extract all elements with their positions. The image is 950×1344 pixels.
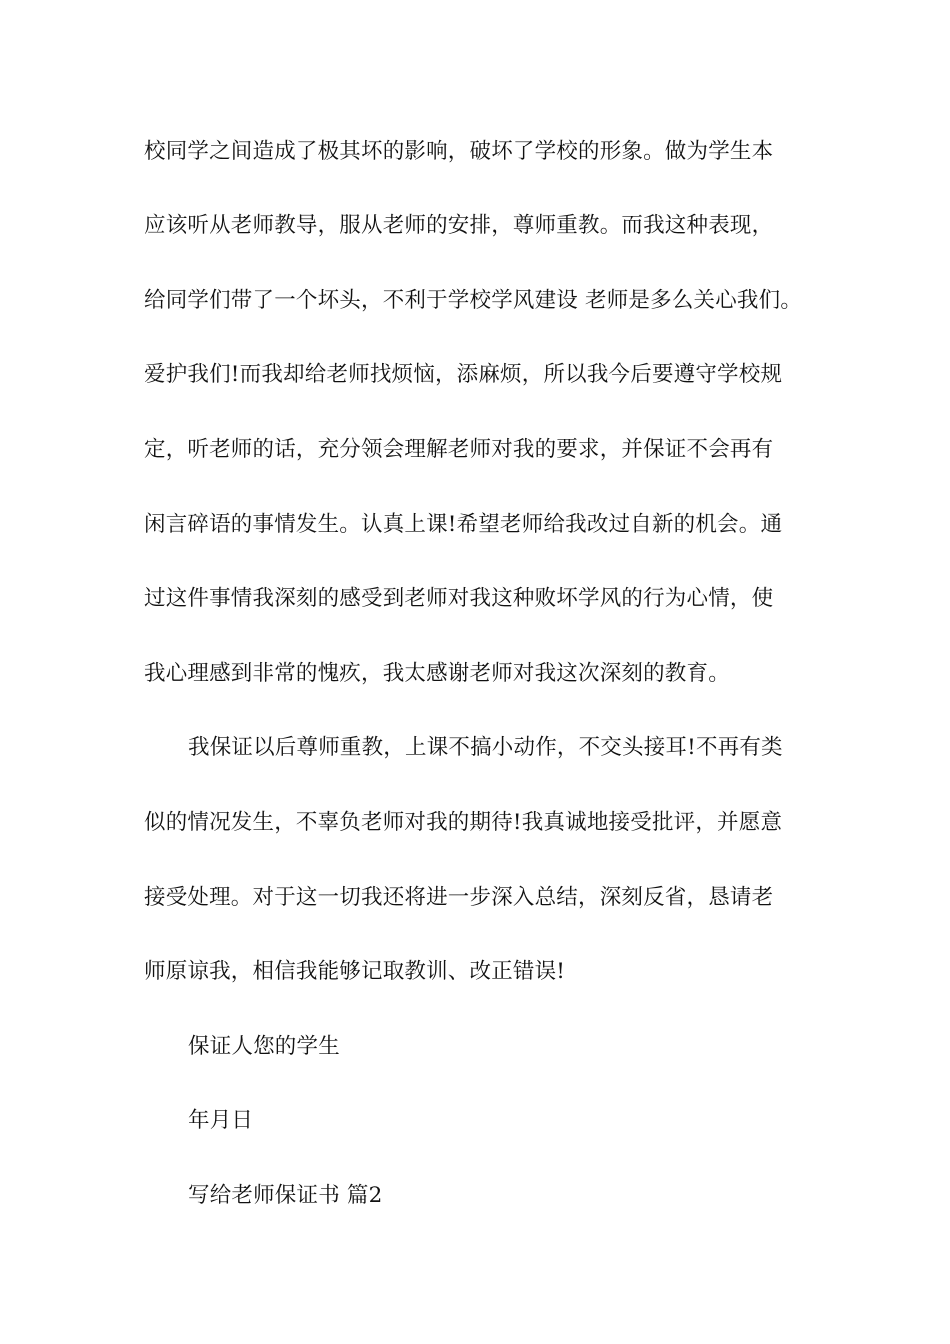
paragraph-line: 定，听老师的话，充分领会理解老师对我的要求，并保证不会再有 (144, 437, 774, 462)
paragraph-line: 接受处理。对于这一切我还将进一步深入总结，深刻反省，恳请老 (144, 885, 774, 910)
paragraph-line: 闲言碎语的事情发生。认真上课!希望老师给我改过自新的机会。通 (144, 512, 783, 537)
paragraph-line: 似的情况发生，不辜负老师对我的期待!我真诚地接受批评，并愿意 (144, 810, 783, 835)
section-heading: 写给老师保证书 篇2 (188, 1183, 383, 1208)
paragraph-line: 师原谅我，相信我能够记取教训、改正错误! (144, 959, 566, 984)
paragraph-line: 过这件事情我深刻的感受到老师对我这种败坏学风的行为心情，使 (144, 586, 774, 611)
paragraph-line: 爱护我们!而我却给老师找烦恼，添麻烦，所以我今后要遵守学校规 (144, 362, 783, 387)
paragraph-line: 我保证以后尊师重教，上课不搞小动作，不交头接耳!不再有类 (188, 735, 783, 760)
date-line: 年月日 (188, 1108, 254, 1133)
paragraph-line: 校同学之间造成了极其坏的影响，破坏了学校的形象。做为学生本 (144, 139, 774, 164)
paragraph-line: 给同学们带了一个坏头，不利于学校学风建设 老师是多么关心我们。 (144, 288, 803, 313)
signature-line: 保证人您的学生 (188, 1034, 340, 1059)
paragraph-line: 应该听从老师教导，服从老师的安排，尊师重教。而我这种表现， (144, 213, 774, 238)
paragraph-line: 我心理感到非常的愧疚，我太感谢老师对我这次深刻的教育。 (144, 661, 730, 686)
